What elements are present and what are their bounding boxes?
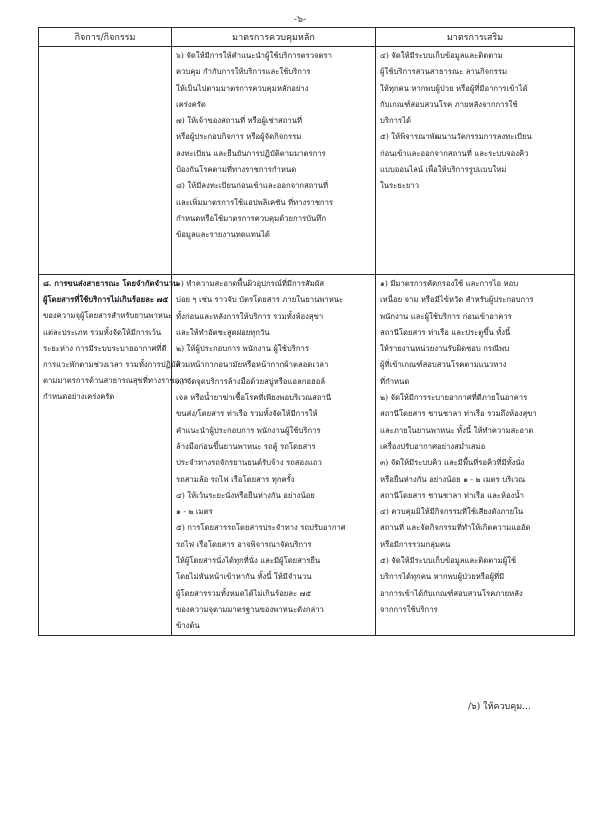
text-line: กับเกณฑ์สอบสวนโรค ภายหลังจากการใช้ [380, 99, 518, 109]
text-line: ให้ผู้โดยสารนั่งได้ทุกที่นั่ง และมีผู้โดยสารยืน [176, 556, 321, 566]
text-line: ผู้โดยสารรวมทั้งหมดได้ไม่เกินร้อยละ ๗๕ [176, 588, 312, 598]
text-line: และให้ทำอัตชะสูดฝอยทุกวัน [176, 327, 270, 337]
text-line: หรือยืนห่างกัน อย่างน้อย ๑ - ๒ เมตร บริเวณ [380, 474, 526, 484]
text-line: ๕) จัดให้มีระบบเก็บข้อมูลและติดตามผู้ใช้ [380, 556, 517, 566]
text-line: หรือมีการรวมกลุ่มคน [380, 539, 451, 549]
text-line: ประจำทางรถจักรยานยนต์รับจ้าง รถสองแถว [176, 458, 322, 468]
text-line: สถานีโดยสาร ชานชาลา ท่าเรือ รวมถึงห้องสุขา [380, 409, 537, 419]
text-line: ก่อนเข้าและออกจากสถานที่ และระบบจองคิว [380, 148, 529, 158]
text-line: แต่ละประเภท รวมทั้งจัดให้มีการเว้น [43, 327, 162, 337]
text-line: ตามมาตรการด้านสาธารณสุขที่ทางราชการ [43, 376, 188, 386]
text-line: ๓) จัดจุดบริการล้างมือด้วยสบู่หรือแอลกอฮอล์ [176, 376, 326, 386]
activity-heading-line: ผู้โดยสารที่ใช้บริการไม่เกินร้อยละ ๗๕ [43, 295, 169, 305]
measures-table [38, 27, 575, 636]
text-line: สถานีโดยสาร ชานชาลา ท่าเรือ และห้องน้ำ [380, 490, 524, 500]
text-line: โดยไม่หันหน้าเข้าหากัน ทั้งนี้ ให้มีจำนวน [176, 572, 312, 582]
text-line: เคร่งครัด [176, 99, 206, 109]
text-line: ของความจุผู้โดยสารสำหรับยานพาหนะ [43, 311, 173, 321]
text-line: ลงทะเบียน และยืนยันการปฏิบัติตามมาตรการ [176, 148, 326, 158]
text-line: ๑) มีมาตรการคัดกรองใช้ และการไอ หอบ [380, 279, 519, 288]
text-line: ๕) ให้พิจารณาพัฒนานวัตกรรมการลงทะเบียน [380, 132, 532, 142]
text-line: ๒) ให้ผู้ประกอบการ พนักงาน ผู้ใช้บริการ [176, 344, 309, 354]
text-line: สวมหน้ากากอนามัยหรือหน้ากากผ้าตลอดเวลา [176, 360, 329, 370]
text-line: จากการใช้บริการ [380, 604, 438, 614]
text-line: เครื่องปรับอากาศอย่างสม่ำเสมอ [380, 441, 486, 451]
text-line: ให้รายงานหน่วยงานรับผิดชอบ กรณีพบ [380, 344, 510, 354]
text-line: ๗) ให้เจ้าของสถานที่ หรือผู้เช่าสถานที่ [176, 116, 303, 126]
header-activity: กิจการ/กิจกรรม [39, 28, 172, 47]
text-line: ของความจุตามมาตรฐานของพาหนะดังกล่าว [176, 604, 324, 614]
text-line: พนักงาน และผู้ใช้บริการ ก่อนเข้าอาคาร [380, 311, 512, 321]
continuation-note: /๖) ให้ควบคุม... [468, 702, 531, 712]
text-line: อาการเข้าได้กับเกณฑ์สอบสวนโรคภายหลัง [380, 588, 523, 598]
text-line: ขนส่ง/โดยสาร ท่าเรือ รวมทั้งจัดให้มีการให้ [176, 409, 318, 419]
text-line: แบบออนไลน์ เพื่อให้บริการรูปแบบใหม่ [380, 165, 507, 175]
text-line: ให้ทุกคน หากพบผู้ป่วย หรือผู้ที่มีอาการเข้าได้ [380, 83, 528, 93]
text-line: ระยะห่าง การมีระบบระบายอากาศที่ดี [43, 343, 167, 353]
text-line: ๘) ให้มีลงทะเบียนก่อนเข้าและออกจากสถานที่ [176, 181, 329, 191]
text-line: ข้างต้น [176, 621, 200, 631]
main-control-cell [172, 275, 376, 636]
header-additional: มาตรการเสริม [376, 28, 575, 47]
text-line: ๒) จัดให้มีการระบายอากาศที่ดีภายในอาคาร [380, 393, 528, 403]
text-line: ให้เป็นไปตามมาตรการควบคุมหลักอย่าง [176, 83, 309, 93]
text-line: รถสามล้อ รถไฟ เรือโดยสาร ทุกครั้ง [176, 474, 295, 484]
text-line: บริการได้ทุกคน หากพบผู้ป่วยหรือผู้ที่มี [380, 572, 505, 582]
text-line: การแวะพักตามช่วงเวลา รวมทั้งการปฏิบัติ [43, 360, 181, 370]
text-line: ๑) ทำความสะอาดพื้นผิวอุปกรณ์ที่มีการสัมผัส [176, 279, 325, 288]
header-main-control: มาตรการควบคุมหลัก [172, 28, 376, 47]
text-line: ทั้งก่อนและหลังการให้บริการ รวมทั้งห้องสุขา [176, 311, 324, 321]
text-line: ข้อมูลและรายงานทดแทนได้ [176, 230, 270, 240]
text-line: หรือผู้ประกอบกิจการ หรือผู้จัดกิจกรรม [176, 132, 302, 142]
text-line: ๕) การโดยสารรถโดยสารประจำทาง รถปรับอากาศ [176, 523, 346, 533]
text-line: ในระยะยาว [380, 181, 420, 191]
text-line: ๓) จัดให้มีระบบคิว และมีพื้นที่รอคิวที่มีทั้งนั่ง [380, 458, 525, 468]
text-line: ผู้ใช้บริการสวนสาธารณะ ลานกิจกรรม [380, 67, 508, 77]
text-line: บ่อย ๆ เช่น ราวจับ บัตรโดยสาร ภายในยานพาหนะ [176, 295, 344, 305]
table-row [39, 275, 575, 636]
text-line: ๖) จัดให้มีการให้คำแนะนำผู้ใช้บริการตรวจตรา [176, 51, 332, 60]
text-line: และภายในยานพาหนะ ทั้งนี้ ให้ทำความสะอาด [380, 425, 534, 435]
text-line: สถานที่ และจัดกิจกรรมที่ทำให้เกิดความแออัด [380, 523, 531, 533]
text-line: รถไฟ เรือโดยสาร อาจพิจารณาจัดบริการ [176, 539, 312, 549]
text-line: กำหนดอย่างเคร่งครัด [43, 392, 115, 402]
text-line: ผู้ที่เข้าเกณฑ์สอบสวนโรคตามแนวทาง [380, 360, 507, 370]
table-row [39, 47, 575, 275]
text-line: ป้องกันโรคตามที่ทางราชการกำหนด [176, 165, 297, 175]
text-line: สถานีโดยสาร ท่าเรือ และประตูขึ้น ทั้งนี้ [380, 327, 511, 337]
activity-heading-line: ๘. การขนส่งสาธารณะ โดยจำกัดจำนวน [43, 279, 179, 288]
text-line: ๑ - ๒ เมตร [176, 507, 213, 517]
page-number: -๖- [293, 14, 307, 25]
additional-cell [376, 275, 575, 636]
text-line: คำแนะนำผู้ประกอบการ พนักงานผู้ใช้บริการ [176, 425, 321, 435]
text-line: บริการได้ [380, 116, 411, 126]
text-line: ควบคุม กำกับการให้บริการและใช้บริการ [176, 67, 311, 77]
text-line: ๔) ให้เว้นระยะนั่งหรือยืนห่างกัน อย่างน้อย [176, 490, 315, 500]
text-line: กำหนดหรือใช้มาตรการควบคุมด้วยการบันทึก [176, 213, 326, 223]
activity-cell [39, 47, 172, 275]
table-header-row [39, 28, 575, 47]
text-line: และเพิ่มมาตรการใช้แอปพลิเคชัน ที่ทางราชการ [176, 197, 334, 207]
text-line: เจล หรือน้ำยาฆ่าเชื้อโรคที่เพียงพอบริเวณสถานี [176, 393, 332, 403]
text-line: ๔) ควบคุมมิให้มีกิจกรรมที่ใช้เสียงดังภายใน [380, 507, 524, 517]
text-line: ล้างมือก่อนขึ้นยานพาหนะ รถตู้ รถโดยสาร [176, 441, 316, 451]
text-line: เหนื่อย จาม หรือมีไข้หวัด สำหรับผู้ประกอบการ [380, 295, 534, 305]
additional-cell [376, 47, 575, 275]
text-line: ๔) จัดให้มีระบบเก็บข้อมูลและติดตาม [380, 51, 503, 60]
main-control-cell [172, 47, 376, 275]
text-line: ที่กำหนด [380, 376, 410, 386]
